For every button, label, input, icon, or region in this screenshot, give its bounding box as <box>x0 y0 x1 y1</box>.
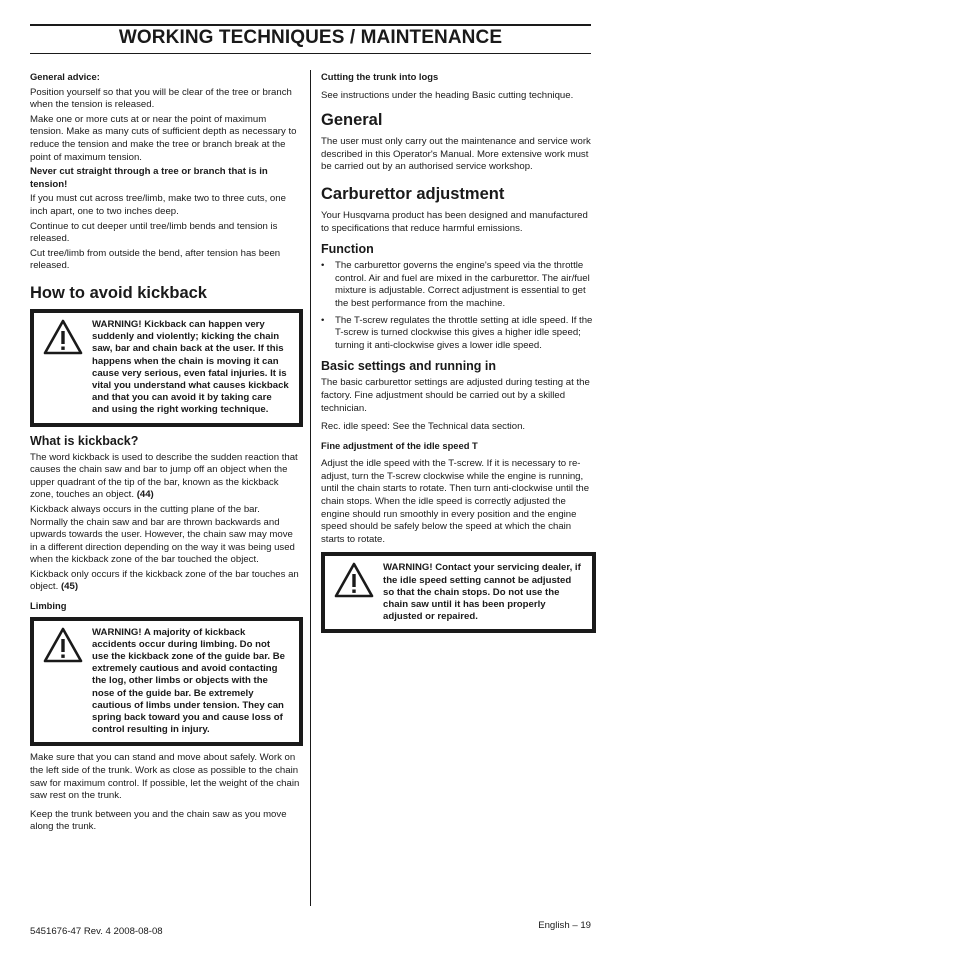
general-advice-p5: Continue to cut deeper until tree/limb bends and tension is released. <box>30 220 278 245</box>
kickback-p1: The word kickback is used to describe the sudden reaction that causes the chain saw and bar to jump off an object when the upper quadrant of the tip of the bar, known as the kickback zone, touches an object. (44) <box>30 451 298 501</box>
list-item: • The carburettor governs the engine's speed via the throttle control. Air and fuel are mixed in the carburettor. The air/fuel mixture is adjustable. Correct adjustment is essential to get the best performance from the machine. <box>321 260 593 310</box>
general-advice-p6: Cut tree/limb from outside the bend, after tension has been released. <box>30 247 281 272</box>
fine-adjustment-p1: Adjust the idle speed with the T-screw. If it is necessary to re-adjust, turn the T-screw clockwise while the engine is running, until the chain starts to rotate. Then turn anti-clockwise until the chain stops. When the idle speed is correctly adjusted the engine should run smoothly in every position and the engine speed should be safely below the speed at which the chain starts to rotate. <box>321 458 590 545</box>
limbing-warning-text: WARNING! A majority of kickback accidents occur during limbing. Do not use the kickback zone of the guide bar. Be extremely cautious and avoid contacting the log, other limbs or objects with the nose of the guide bar. Be extremely cautious of limbs under tension. They can spring back toward you and cause loss of control resulting in injury. <box>92 626 285 736</box>
general-p1: The user must only carry out the maintenance and service work described in this Operator's Manual. More extensive work must be carried out by an authorised service workshop. <box>321 136 591 173</box>
limbing-p2: Keep the trunk between you and the chain saw as you move along the trunk. <box>30 808 287 833</box>
general-advice-p2: Make one or more cuts at or near the point of maximum tension. Make as many cuts of sufficient depth as necessary to reduce the tension and make the tree or branch break at the point of maximum tension. <box>30 113 297 163</box>
basic-settings-p1: The basic carburettor settings are adjusted during testing at the factory. Fine adjustment should be carried out by a skilled technician. <box>321 377 590 414</box>
general-advice-warning-line: Never cut straight through a tree or branch that is in tension! <box>30 166 268 190</box>
document-reference: 5451676-47 Rev. 4 2008-08-08 <box>30 926 163 937</box>
page-number: English – 19 <box>538 920 591 931</box>
limbing-warning-box <box>30 617 303 747</box>
carburettor-heading: Carburettor adjustment <box>321 184 505 203</box>
cutting-p1: See instructions under the heading Basic cutting technique. <box>321 89 574 101</box>
basic-settings-heading: Basic settings and running in <box>321 359 497 374</box>
warning-icon <box>334 562 374 598</box>
kickback-p3: Kickback only occurs if the kickback zone of the bar touches an object. (45) <box>30 568 299 593</box>
general-heading: General <box>321 111 383 130</box>
warning-icon <box>43 319 83 355</box>
kickback-warning-box <box>30 309 303 427</box>
kickback-heading: How to avoid kickback <box>30 283 207 302</box>
list-item: • The T-screw regulates the throttle setting at idle speed. If the T-screw is turned clockwise this gives a higher idle speed; turning it anti-clockwise gives a lower idle speed. <box>321 315 593 353</box>
function-list <box>321 260 593 352</box>
limbing-p1: Make sure that you can stand and move about safely. Work on the left side of the trunk. Work as close as possible to the chain saw for maximum control. If possible, let the weight of the chain saw rest on the trunk. <box>30 752 300 802</box>
warning-icon <box>43 627 83 663</box>
general-advice-p4: If you must cut across tree/limb, make two to three cuts, one inch apart, one to two inches deep. <box>30 193 286 217</box>
page-title: WORKING TECHNIQUES / MAINTENANCE <box>118 27 503 48</box>
figure-ref-45: (45) <box>60 581 79 593</box>
what-is-kickback-heading: What is kickback? <box>30 433 139 448</box>
kickback-p2: Kickback always occurs in the cutting plane of the bar. Normally the chain saw and bar are thrown backwards and upwards towards the user. However, the chain saw may move in a different direction depending on the way it was being used when the kickback zone of the bar touched the object. <box>30 503 295 566</box>
kickback-warning-text: WARNING! Kickback can happen very suddenly and violently; kicking the chain saw, bar and chain back at the user. If this happens when the chain is moving it can cause very serious, even fatal injuries. It is vital you understand what causes kickback and that you can avoid it by taking care and using the right working technique. <box>92 318 289 416</box>
left-column <box>30 71 300 836</box>
right-column <box>321 71 593 639</box>
general-advice-title: General advice: <box>30 71 100 82</box>
carburettor-p1: Your Husqvarna product has been designed and manufactured to specifications that reduce harmful emissions. <box>321 209 588 234</box>
general-advice-p1: Position yourself so that you will be clear of the tree or branch when the tension is released. <box>30 86 292 111</box>
column-divider <box>310 70 311 906</box>
header-bottom-rule <box>30 53 591 54</box>
idle-warning-text: WARNING! Contact your servicing dealer, if the idle speed setting cannot be adjusted so that the chain stops. Do not use the chain saw until it has been properly adjusted or repaired. <box>383 562 581 623</box>
cutting-title: Cutting the trunk into logs <box>321 71 439 82</box>
idle-warning-box <box>321 552 596 633</box>
limbing-title: Limbing <box>30 600 67 612</box>
figure-ref-44: (44) <box>136 489 154 501</box>
idle-speed-reference: Rec. idle speed: See the Technical data section. <box>321 421 526 433</box>
function-heading: Function <box>321 242 374 257</box>
fine-adjustment-title: Fine adjustment of the idle speed T <box>321 439 478 451</box>
